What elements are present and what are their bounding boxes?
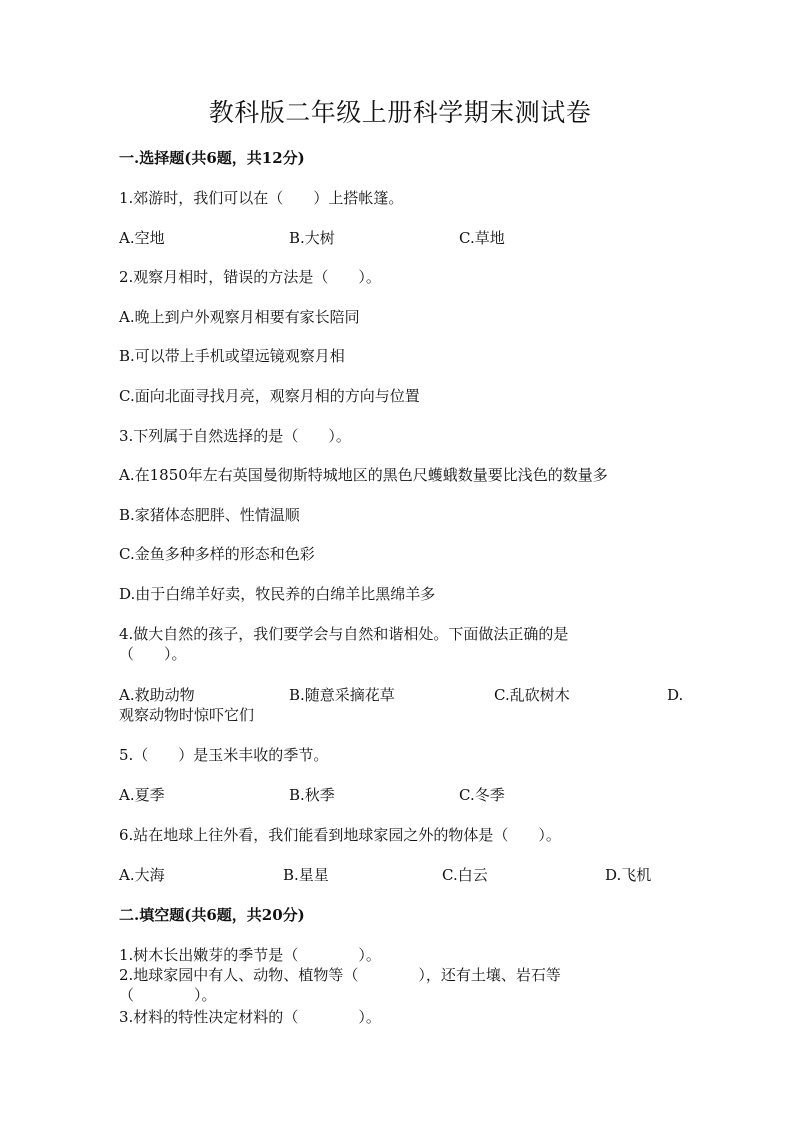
question-stem: 3.下列属于自然选择的是（ ）。 [119, 427, 351, 445]
option-b: B.可以带上手机或望远镜观察月相 [119, 347, 345, 365]
fill-question-cont: （ ）。 [119, 986, 217, 1004]
option-a: A.大海 [119, 866, 165, 884]
option-a: A.晚上到户外观察月相要有家长陪同 [119, 308, 360, 326]
option-c: C.草地 [459, 229, 505, 247]
option-c: C.面向北面寻找月亮，观察月相的方向与位置 [119, 387, 420, 405]
question-stem: 2.观察月相时，错误的方法是（ ）。 [119, 268, 381, 286]
option-b: B.星星 [283, 866, 329, 884]
option-b: B.家猪体态肥胖、性情温顺 [119, 506, 300, 524]
section-heading-fill: 二.填空题(共6题，共20分) [119, 906, 305, 924]
question-stem: 6.站在地球上往外看，我们能看到地球家园之外的物体是（ ）。 [119, 826, 561, 844]
option-c: C.冬季 [459, 786, 505, 804]
option-a: A.空地 [119, 229, 165, 247]
option-d: D. [667, 686, 684, 704]
question-stem: 1.郊游时，我们可以在（ ）上搭帐篷。 [119, 189, 404, 207]
fill-question: 2.地球家园中有人、动物、植物等（ ），还有土壤、岩石等 [119, 966, 561, 984]
option-c: C.金鱼多种多样的形态和色彩 [119, 545, 315, 563]
option-b: B.随意采摘花草 [289, 686, 395, 704]
option-a: A.在1850年左右英国曼彻斯特城地区的黑色尺蠖蛾数量要比浅色的数量多 [119, 466, 608, 484]
option-a: A.夏季 [119, 786, 165, 804]
question-stem: 4.做大自然的孩子，我们要学会与自然和谐相处。下面做法正确的是 [119, 625, 569, 643]
page-title: 教科版二年级上册科学期末测试卷 [208, 98, 592, 127]
question-stem: 5.（ ）是玉米丰收的季节。 [119, 746, 329, 764]
option-a: A.救助动物 [119, 686, 195, 704]
option-c: C.白云 [442, 866, 488, 884]
fill-question: 3.材料的特性决定材料的（ ）。 [119, 1008, 381, 1026]
option-c: C.乱砍树木 [494, 686, 570, 704]
section-heading-choice: 一.选择题(共6题，共12分) [119, 149, 305, 167]
option-d-cont: 观察动物时惊吓它们 [119, 706, 255, 724]
fill-question: 1.树木长出嫩芽的季节是（ ）。 [119, 946, 381, 964]
option-b: B.大树 [289, 229, 335, 247]
option-b: B.秋季 [289, 786, 335, 804]
option-d: D.由于白绵羊好卖，牧民养的白绵羊比黑绵羊多 [119, 585, 436, 603]
question-stem-cont: （ ）。 [119, 645, 187, 663]
option-d: D.飞机 [605, 866, 652, 884]
